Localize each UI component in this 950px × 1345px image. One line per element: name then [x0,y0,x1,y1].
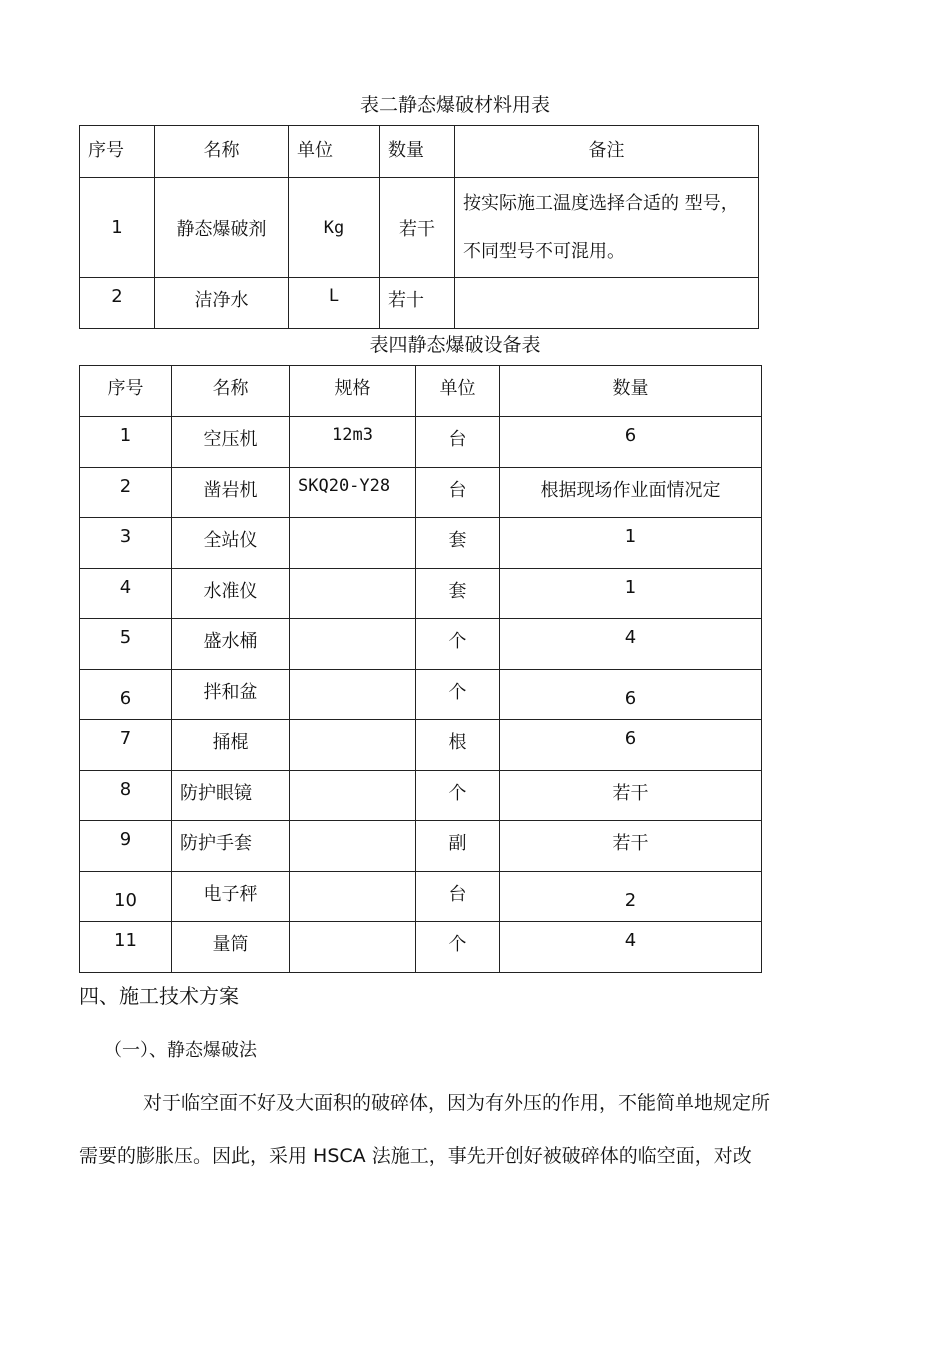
row-qty: 2 [500,872,762,922]
row-qty: 1 [500,569,762,619]
row-spec [290,922,416,973]
row-unit: 个 [416,922,500,973]
row-unit: 台 [416,872,500,922]
row-unit: 个 [416,619,500,670]
header-no: 序号 [80,366,172,417]
row-spec: SKQ20-Y28 [290,468,416,518]
row-spec [290,821,416,872]
row-name: 凿岩机 [172,468,290,518]
row-note [455,278,759,329]
row-qty: 4 [500,619,762,670]
row-no: 2 [80,278,155,329]
row-no: 5 [80,619,172,670]
row-name: 空压机 [172,417,290,468]
row-unit: Kg [289,178,380,278]
table-row [80,619,762,670]
table-row [80,518,762,569]
row-name: 电子秤 [172,872,290,922]
row-unit: 台 [416,417,500,468]
row-unit: L [289,278,380,329]
header-unit: 单位 [289,126,380,178]
row-spec [290,619,416,670]
table-row [80,417,762,468]
table-row [80,922,762,973]
row-note: 按实际施工温度选择合适的 型号，不同型号不可混用。 [455,178,759,278]
section-subheading: （一）、静态爆破法 [104,1040,257,1061]
row-qty: 6 [500,417,762,468]
row-no: 6 [80,670,172,720]
row-qty: 若干 [380,178,455,278]
row-qty: 若干 [500,821,762,872]
row-spec [290,872,416,922]
header-qty: 数量 [380,126,455,178]
table-row [80,178,759,278]
row-unit: 套 [416,569,500,619]
table-row [80,278,759,329]
row-qty: 根据现场作业面情况定 [500,468,762,518]
row-no: 3 [80,518,172,569]
table-row [80,569,762,619]
row-name: 量筒 [172,922,290,973]
row-no: 9 [80,821,172,872]
row-no: 10 [80,872,172,922]
row-unit: 个 [416,670,500,720]
row-qty: 若十 [380,278,455,329]
row-qty: 若干 [500,771,762,821]
row-name: 全站仪 [172,518,290,569]
row-name: 防护手套 [172,821,290,872]
table-row [80,670,762,720]
header-unit: 单位 [416,366,500,417]
row-spec [290,720,416,771]
row-name: 水准仪 [172,569,290,619]
row-spec [290,569,416,619]
row-no: 4 [80,569,172,619]
row-spec [290,670,416,720]
row-unit: 台 [416,468,500,518]
row-qty: 6 [500,720,762,771]
row-qty: 6 [500,670,762,720]
table2-caption: 表二静态爆破材料用表 [359,94,550,116]
equipment-table [79,365,762,973]
header-note: 备注 [455,126,759,178]
table-row [80,872,762,922]
row-no: 1 [80,178,155,278]
table-header-row [80,366,762,417]
row-no: 11 [80,922,172,973]
row-unit: 套 [416,518,500,569]
row-no: 7 [80,720,172,771]
header-spec: 规格 [290,366,416,417]
row-no: 8 [80,771,172,821]
row-unit: 副 [416,821,500,872]
table-row [80,821,762,872]
row-name: 捅棍 [172,720,290,771]
row-no: 2 [80,468,172,518]
row-qty: 4 [500,922,762,973]
row-no: 1 [80,417,172,468]
row-spec: 12m3 [290,417,416,468]
row-name: 拌和盆 [172,670,290,720]
row-name: 洁净水 [155,278,289,329]
paragraph-line-2: 需要的膨胀压。因此，采用 HSCA 法施工，事先开创好被破碎体的临空面，对改 [79,1145,752,1167]
table-header-row [80,126,759,178]
paragraph-line-1: 对于临空面不好及大面积的破碎体，因为有外压的作用，不能简单地规定所 [143,1092,771,1114]
header-no: 序号 [80,126,155,178]
header-qty: 数量 [500,366,762,417]
row-qty: 1 [500,518,762,569]
row-spec [290,771,416,821]
table-row [80,720,762,771]
materials-table [79,125,759,329]
row-name: 防护眼镜 [172,771,290,821]
section-heading: 四、施工技术方案 [79,984,239,1008]
header-name: 名称 [155,126,289,178]
table-row [80,771,762,821]
table-row [80,468,762,518]
header-name: 名称 [172,366,290,417]
row-name: 静态爆破剂 [155,178,289,278]
table4-caption: 表四静态爆破设备表 [369,334,541,356]
row-name: 盛水桶 [172,619,290,670]
row-unit: 个 [416,771,500,821]
row-unit: 根 [416,720,500,771]
row-spec [290,518,416,569]
